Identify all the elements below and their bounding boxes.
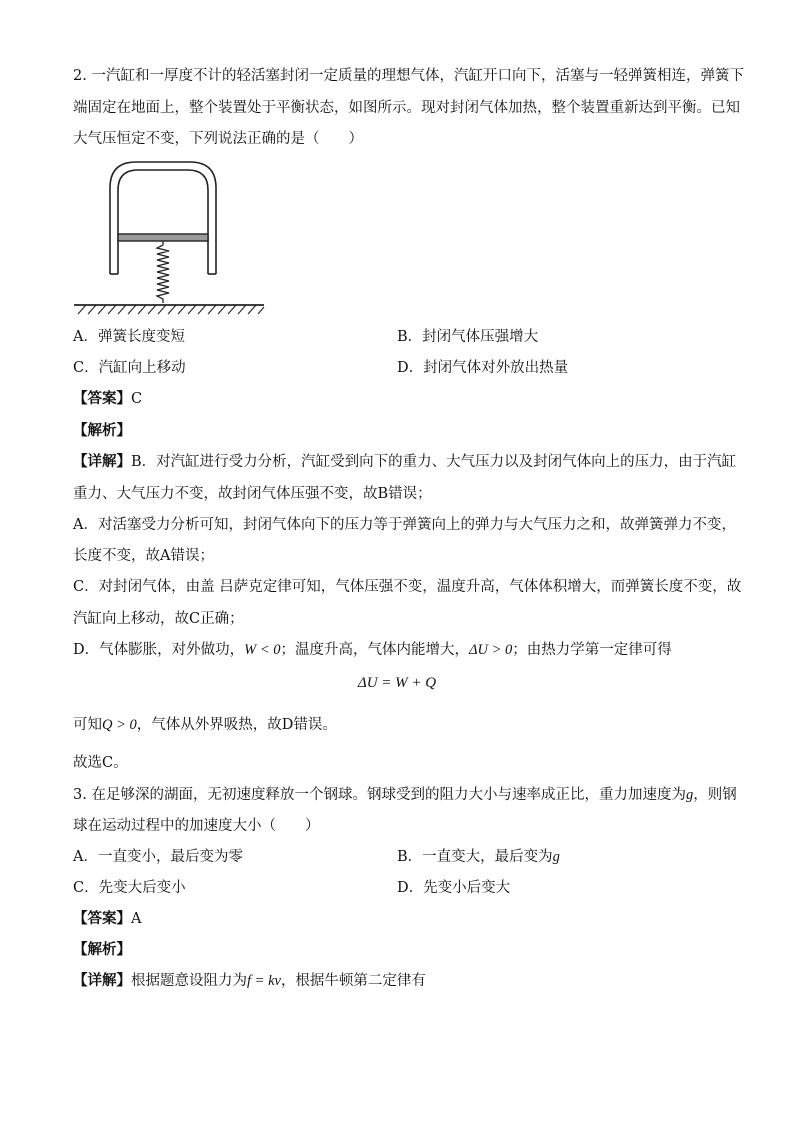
q3-answer: A bbox=[131, 911, 142, 927]
q2-stem-line-2: 端固定在地面上，整个装置处于平衡状态，如图所示。现对封闭气体加热，整个装置重新达到平衡。已知 bbox=[73, 100, 740, 116]
q3-stem-math: g bbox=[685, 787, 694, 803]
q2-detail-text-1: B．对汽缸进行受力分析，汽缸受到向下的重力、大气压力以及封闭气体向上的压力，由于汽缸 bbox=[131, 454, 737, 470]
q2-conclusion-text-1: 可知 bbox=[73, 717, 102, 733]
q2-option-a: A．弹簧长度变短 bbox=[73, 329, 185, 345]
q3-detail-math: f = kv bbox=[247, 973, 281, 989]
q3-option-a: A．一直变小，最后变为零 bbox=[73, 849, 243, 865]
spring bbox=[157, 241, 169, 303]
cylinder-piston-spring-diagram bbox=[70, 158, 270, 318]
q2-detail-line-4: 长度不变，故A错误； bbox=[73, 548, 214, 564]
q2-answer-tag: 【答案】 bbox=[73, 390, 131, 407]
q2-conclusion-math: Q > 0 bbox=[102, 717, 137, 733]
q3-stem-line-1 bbox=[73, 785, 737, 805]
q2-dline-text-1: D．气体膨胀，对外做功， bbox=[73, 642, 245, 658]
q3-option-b-text: B．一直变大，最后变为 bbox=[397, 849, 553, 865]
q3-stem-text-1: 3. 在足够深的湖面，无初速度释放一个钢球。钢球受到的阻力大小与速率成正比，重力加速度为 bbox=[73, 787, 686, 803]
q2-option-c: C．汽缸向上移动 bbox=[73, 360, 186, 376]
q3-detail-text-1: 根据题意设阻力为 bbox=[131, 973, 247, 989]
q2-stem-line-3: 大气压恒定不变，下列说法正确的是（ ） bbox=[73, 131, 363, 147]
q3-analysis-tag: 【解析】 bbox=[73, 941, 131, 958]
q3-option-d: D．先变小后变大 bbox=[397, 880, 511, 896]
q2-detail-line-2: 重力、大气压力不变，故封闭气体压强不变，故B错误； bbox=[73, 486, 432, 502]
q2-option-b: B．封闭气体压强增大 bbox=[397, 329, 539, 345]
q3-answer-tag: 【答案】 bbox=[73, 910, 131, 927]
q2-detail-tag: 【详解】 bbox=[73, 453, 131, 470]
q2-detail-line-6: 汽缸向上移动，故C正确； bbox=[73, 611, 244, 627]
q2-option-d: D．封闭气体对外放出热量 bbox=[397, 360, 569, 376]
cylinder-outer-wall bbox=[110, 162, 216, 274]
q2-conclusion-text-2: ，气体从外界吸热，故D错误。 bbox=[136, 717, 337, 733]
q2-detail-line-3: A．对活塞受力分析可知，封闭气体向下的压力等于弹簧向上的弹力与大气压力之和，故弹簧弹力不变， bbox=[73, 517, 736, 533]
q2-analysis-tag: 【解析】 bbox=[73, 422, 131, 439]
q2-answer: C bbox=[131, 391, 143, 407]
q2-dline-text-2: ；温度升高，气体内能增大， bbox=[280, 642, 469, 658]
q2-answer-line bbox=[73, 389, 142, 409]
q3-stem-text-end: ，则钢 bbox=[693, 787, 737, 803]
q2-dline-math-2: ΔU > 0 bbox=[469, 642, 513, 658]
q3-option-b-math: g bbox=[552, 849, 560, 865]
q3-detail-line bbox=[73, 971, 426, 991]
q2-detail-line-1 bbox=[73, 452, 736, 472]
q2-formula: ΔU = W + Q bbox=[357, 675, 437, 691]
q3-detail-tag: 【详解】 bbox=[73, 972, 131, 989]
q3-option-b bbox=[397, 847, 560, 867]
piston bbox=[118, 234, 208, 241]
q2-dline-text-3: ；由热力学第一定律可得 bbox=[512, 642, 672, 658]
q3-option-c: C．先变大后变小 bbox=[73, 880, 186, 896]
q2-conclusion-line bbox=[73, 715, 337, 735]
q3-detail-text-2: ，根据牛顿第二定律有 bbox=[280, 973, 426, 989]
q2-dline-math-1: W < 0 bbox=[244, 642, 281, 658]
ground-hatching bbox=[78, 305, 264, 314]
q3-stem-line-2: 球在运动过程中的加速度大小（ ） bbox=[73, 818, 320, 834]
q2-detail-line-7 bbox=[73, 640, 672, 660]
q2-detail-line-5: C．对封闭气体，由盖 吕萨克定律可知，气体压强不变，温度升高，气体体积增大，而弹簧长度不变，故 bbox=[73, 579, 742, 595]
q3-answer-line bbox=[73, 909, 141, 929]
q2-choose: 故选C。 bbox=[73, 755, 128, 771]
q2-stem-line-1: 2. 一汽缸和一厚度不计的轻活塞封闭一定质量的理想气体，汽缸开口向下，活塞与一轻弹簧相连，弹簧下 bbox=[73, 68, 744, 84]
